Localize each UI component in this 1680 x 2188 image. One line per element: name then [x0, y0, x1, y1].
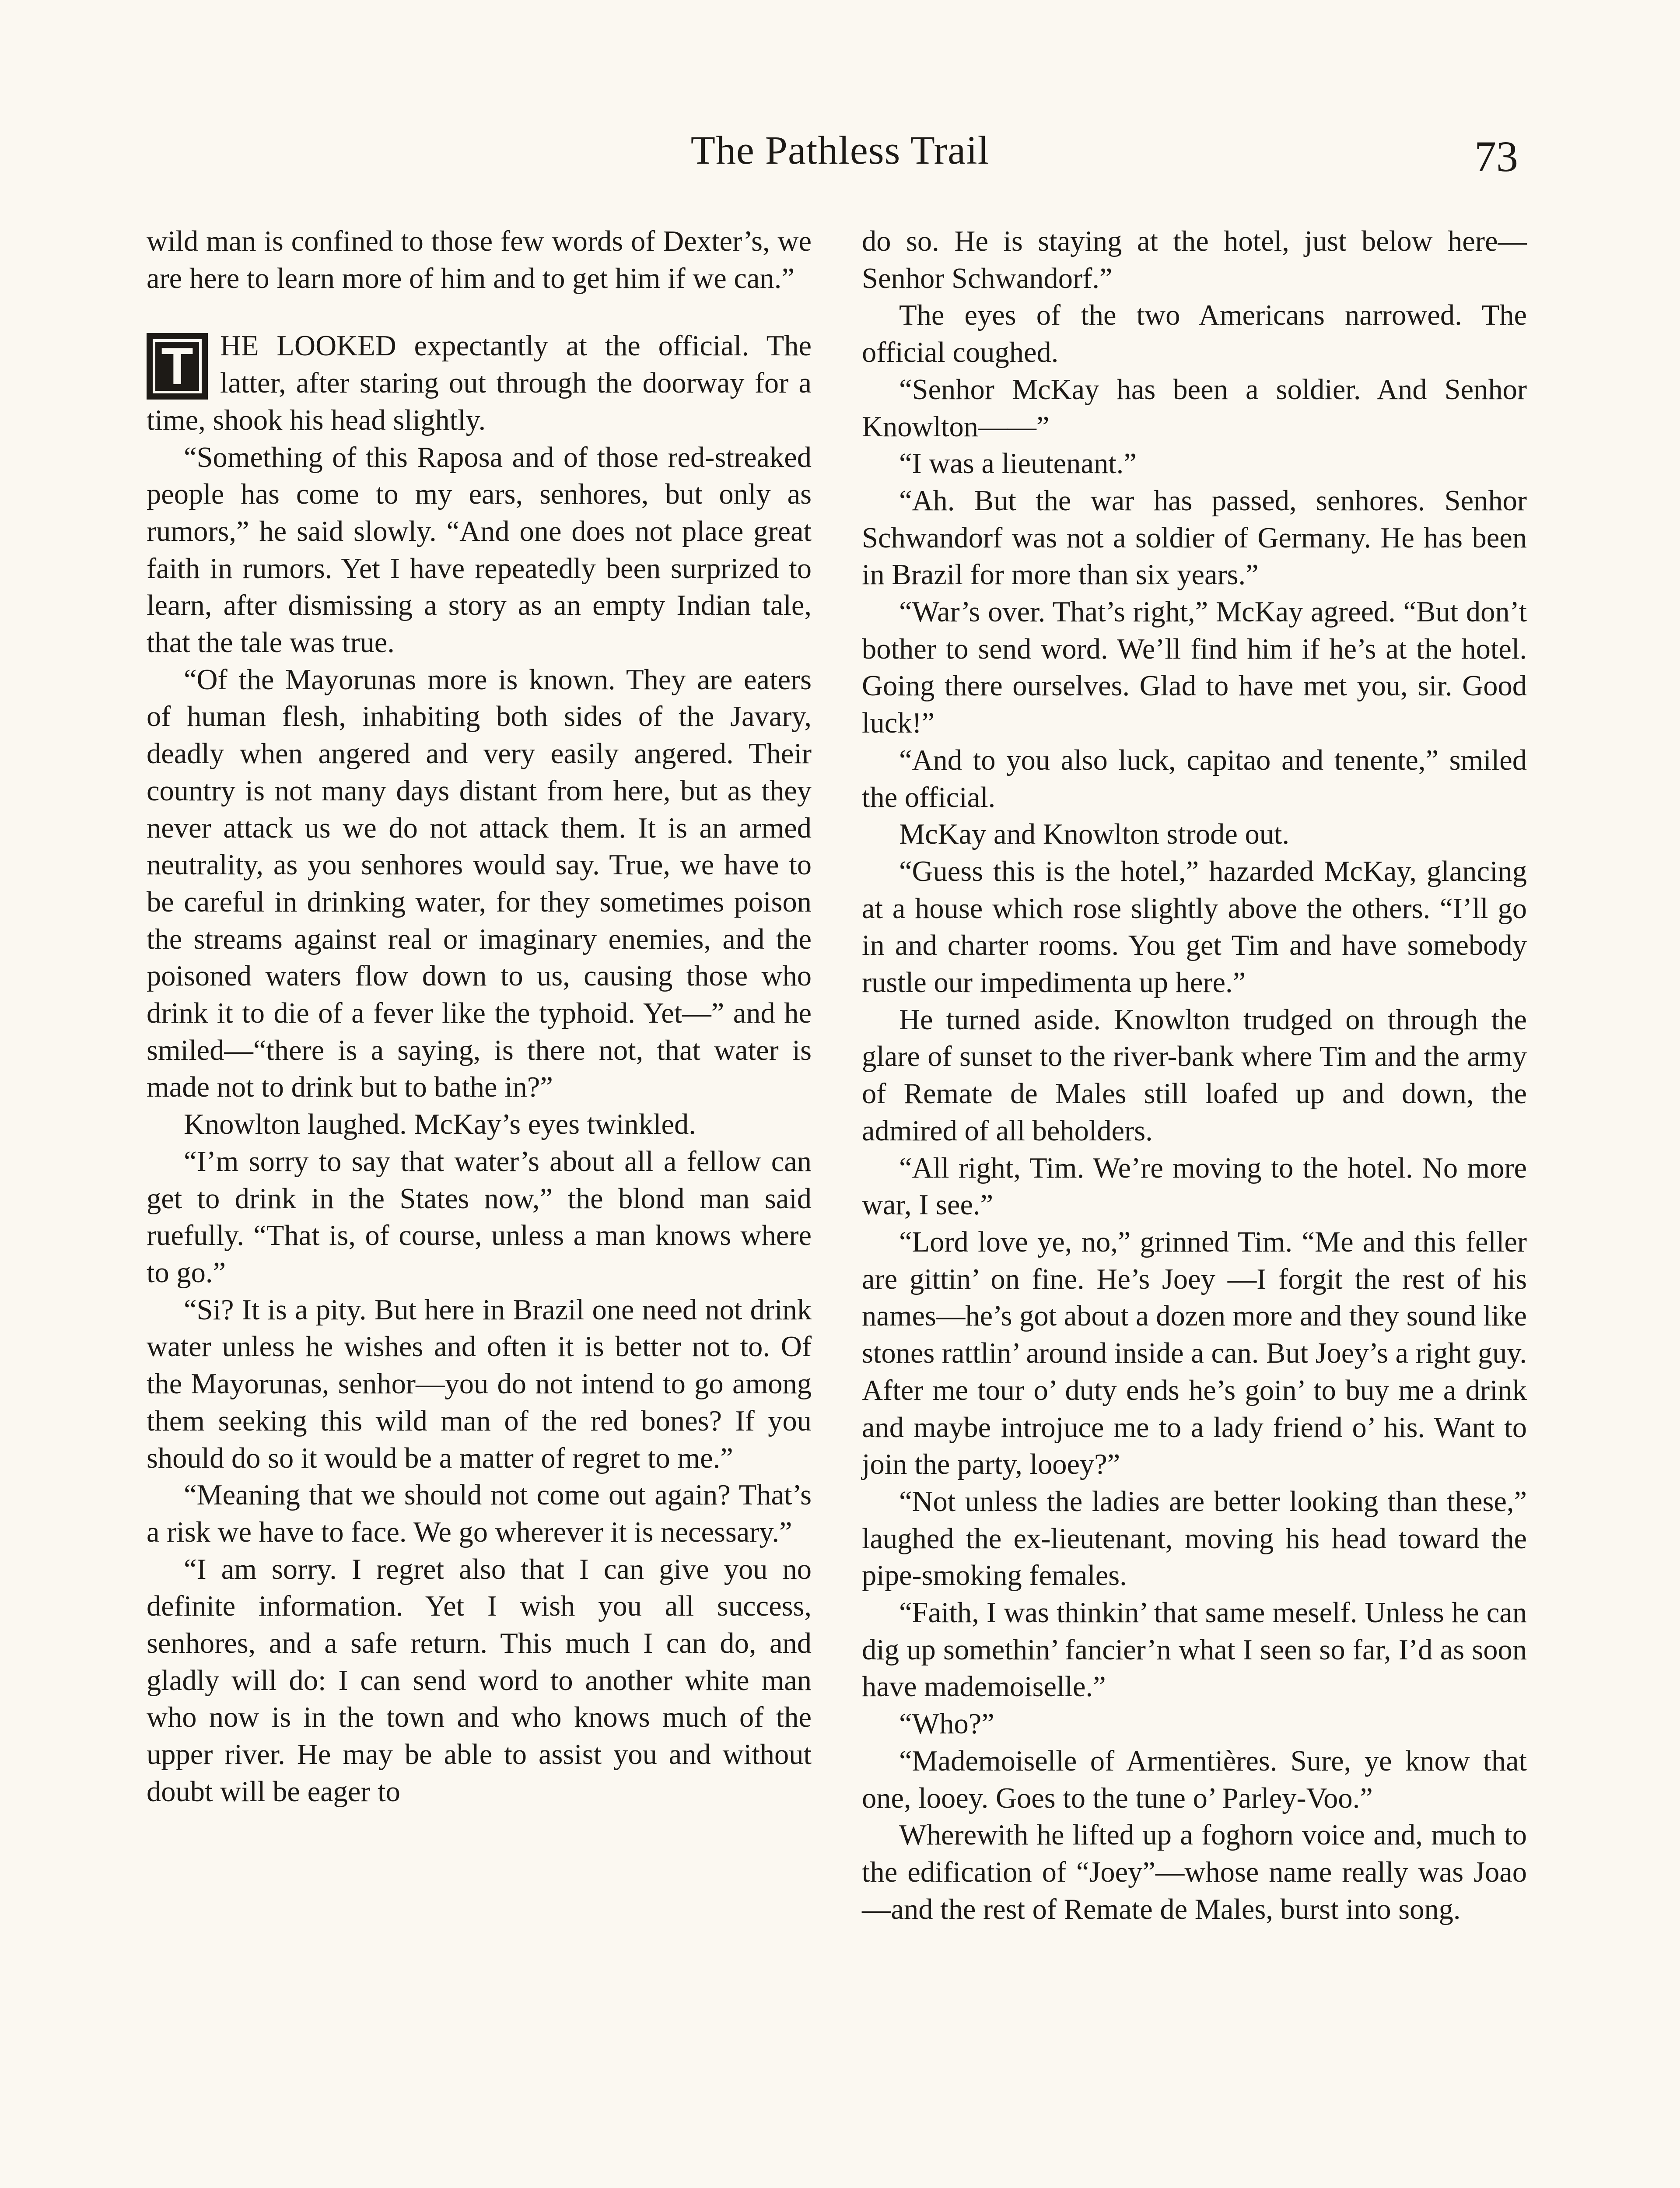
paragraph: “Of the Mayorunas more is known. They are eaters of human flesh, inhabiting both sides of the Javary, deadly when angered and very easily angered. Their country is not many days distant from here, but as they never attack us we do not attack them. It is an armed neutrality, as you senhores would say. True, we have to be careful in drinking water, for they sometimes poison the streams against real or imaginary enemies, and the poisoned waters flow down to us, causing those who drink it to die of a fever like the typhoid. Yet—” and he smiled—“there is a saying, is there not, that water is made not to drink but to bathe in?” [147, 663, 812, 1104]
page-number: 73 [1474, 132, 1518, 181]
paragraph: “Si? It is a pity. But here in Brazil one need not drink water unless he wishes and often it is better not to. Of the Mayorunas, senhor—you do not intend to go among them seeking this wild man of the red bones? If you should do so it would be a matter of regret to me.” [147, 1294, 812, 1474]
paragraph: Wherewith he lifted up a foghorn voice and, much to the edification of “Joey”—whose name really was Joao—and the rest of Remate de Males, burst into song. [862, 1819, 1527, 1925]
paragraph: “Who?” [899, 1708, 994, 1740]
paragraph: “War’s over. That’s right,” McKay agreed. “But don’t bother to send word. We’ll find him if he’s at the hotel. Going there ourselves. Glad to have met you, sir. Good luck!” [862, 596, 1527, 740]
left-column [147, 223, 812, 1811]
paragraph: “Mademoiselle of Armentières. Sure, ye know that one, looey. Goes to the tune o’ Parley-Voo.” [862, 1745, 1527, 1814]
paragraph: “Guess this is the hotel,” hazarded McKay, glancing at a house which rose slightly above the others. “I’ll go in and charter rooms. You get Tim and have somebody rustle our impedimenta up here.” [862, 855, 1527, 999]
paragraph: McKay and Knowlton strode out. [899, 818, 1290, 851]
paragraph: “Lord love ye, no,” grinned Tim. “Me and this feller are gittin’ on fine. He’s Joey —I forgit the rest of his names—he’s got about a dozen more and they sound like stones rattlin’ around inside a can. But Joey’s a right guy. After me tour o’ duty ends he’s goin’ to buy me a drink and maybe introjuce me to a lady friend o’ his. Want to join the party, looey?” [862, 1226, 1527, 1481]
paragraph: HE LOOKED expectantly at the official. The latter, after staring out through the doorway for a time, shook his head slightly. [147, 330, 812, 436]
paragraph: wild man is confined to those few words of Dexter’s, we are here to learn more of him and to get him if we can.” [147, 225, 812, 295]
dropcap-paragraph [147, 328, 812, 439]
paragraph: do so. He is staying at the hotel, just below here—Senhor Schwandorf.” [862, 225, 1527, 295]
paragraph: “Not unless the ladies are better looking than these,” laughed the ex-lieutenant, moving his head toward the pipe-smoking females. [862, 1485, 1527, 1592]
paragraph: “And to you also luck, capitao and tenente,” smiled the official. [862, 744, 1527, 813]
paragraph: “Ah. But the war has passed, senhores. Senhor Schwandorf was not a soldier of Germany. He has been in Brazil for more than six years.” [862, 484, 1527, 591]
right-column [862, 223, 1527, 1928]
paragraph: “Meaning that we should not come out again? That’s a risk we have to face. We go wherever it is necessary.” [147, 1479, 812, 1548]
paragraph: “Senhor McKay has been a soldier. And Senhor Knowlton——” [862, 373, 1527, 443]
paragraph: “All right, Tim. We’re moving to the hotel. No more war, I see.” [862, 1152, 1527, 1221]
paragraph: “I’m sorry to say that water’s about all a fellow can get to drink in the States now,” the blond man said ruefully. “That is, of course, unless a man knows where to go.” [147, 1145, 812, 1289]
paragraph: “Faith, I was thinkin’ that same meself. Unless he can dig up somethin’ fancier’n what I seen so far, I’d as soon have mademoiselle.” [862, 1597, 1527, 1703]
paragraph: “I am sorry. I regret also that I can give you no definite information. Yet I wish you all success, senhores, and a safe return. This much I can do, and gladly will do: I can send word to another white man who now is in the town and who knows much of the upper river. He may be able to assist you and without doubt will be eager to [147, 1553, 812, 1808]
paragraph: Knowlton laughed. McKay’s eyes twinkled. [184, 1108, 696, 1141]
paragraph: The eyes of the two Americans narrowed. The official coughed. [862, 299, 1527, 369]
page-header [0, 127, 1680, 193]
dropcap-ornament: T [147, 333, 208, 400]
paragraph: “I was a lieutenant.” [899, 448, 1137, 480]
paragraph: He turned aside. Knowlton trudged on through the glare of sunset to the river-bank where Tim and the army of Remate de Males still loafed up and down, the admired of all beholders. [862, 1003, 1527, 1147]
paragraph: “Something of this Raposa and of those red-streaked people has come to my ears, senhores, but only as rumors,” he said slowly. “And one does not place great faith in rumors. Yet I have repeatedly been surprized to learn, after dismissing a story as an empty Indian tale, that the tale was true. [147, 441, 812, 659]
running-title: The Pathless Trail [690, 128, 990, 172]
